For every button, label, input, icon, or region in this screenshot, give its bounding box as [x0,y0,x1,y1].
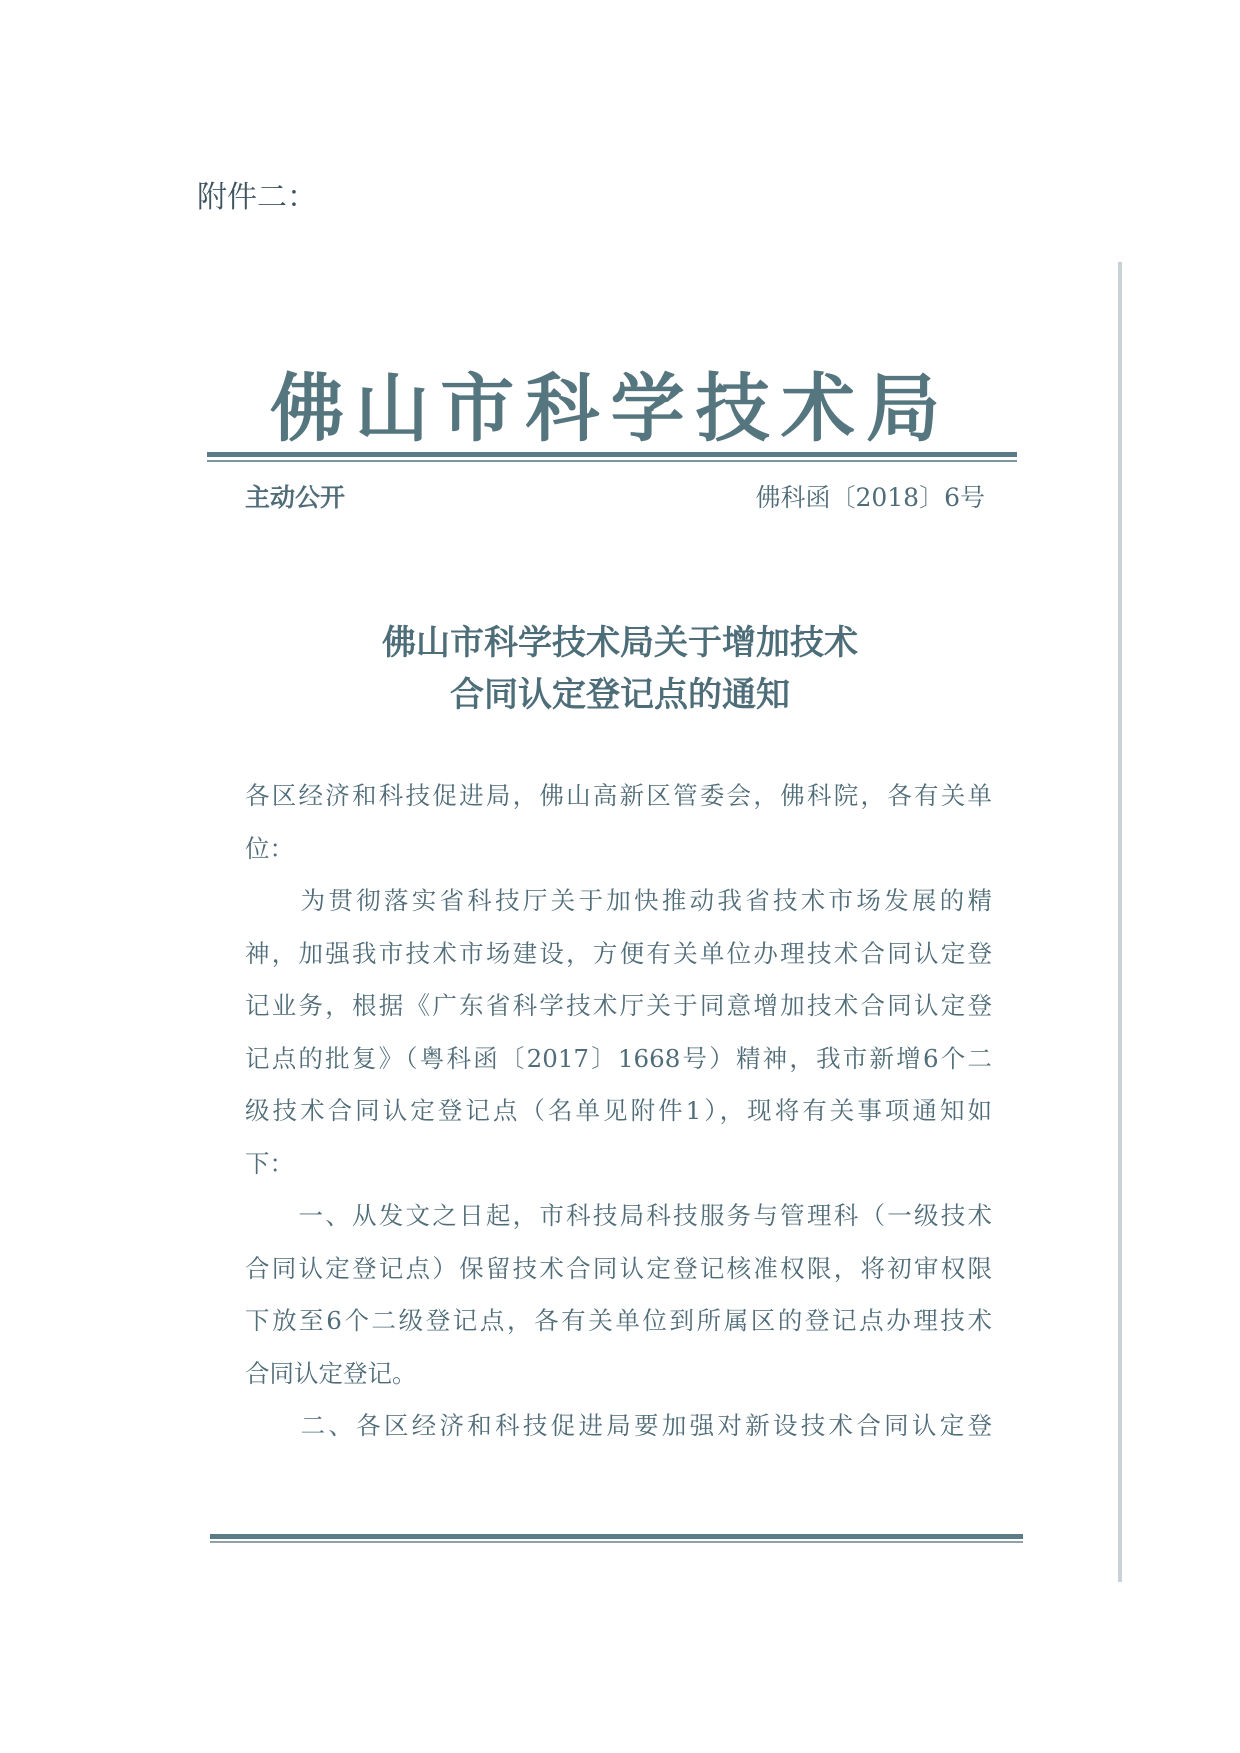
letterhead-char: 学 [610,366,685,452]
header-rule-thin [207,460,1017,462]
disclosure-label: 主动公开 [245,483,346,512]
body-line: 下放至6个二级登记点，各有关单位到所属区的登记点办理技术 [245,1306,992,1335]
body-line: 合同认定登记。 [245,1358,417,1388]
letterhead [270,350,940,456]
letterhead-char: 局 [865,366,940,452]
body-line: 下： [245,1148,294,1178]
document-title-line-2: 合同认定登记点的通知 [450,675,790,715]
letterhead-char: 技 [695,366,770,452]
body-line: 记点的批复》（粤科函〔2017〕1668号）精神，我市新增6个二 [245,1043,992,1073]
footer-rule-thin [210,1541,1023,1543]
document-title-line-1: 佛山市科学技术局关于增加技术 [382,623,858,663]
letterhead-char: 山 [355,366,430,452]
attachment-label: 附件二： [197,180,317,215]
document-body [245,776,992,1459]
body-line: 一、从发文之日起，市科技局科技服务与管理科（一级技术 [245,1201,992,1230]
letterhead-char: 市 [440,366,515,452]
body-line: 合同认定登记点）保留技术合同认定登记核准权限，将初审权限 [245,1253,992,1283]
body-line: 级技术合同认定登记点（名单见附件1），现将有关事项通知如 [245,1096,992,1125]
body-line: 为贯彻落实省科技厅关于加快推动我省技术市场发展的精 [245,886,992,915]
body-line: 记业务，根据《广东省科学技术厅关于同意增加技术合同认定登 [245,991,992,1020]
footer-rule [210,1534,1023,1539]
document-number: 佛科函〔2018〕6号 [755,483,985,512]
body-line: 神，加强我市技术市场建设，方便有关单位办理技术合同认定登 [245,938,992,968]
body-line: 各区经济和科技促进局，佛山高新区管委会，佛科院，各有关单 [245,781,992,810]
letterhead-char: 术 [780,366,855,452]
header-rule [207,452,1017,457]
page-edge-line [1118,262,1122,1582]
body-line: 位： [245,833,294,863]
body-line: 二、各区经济和科技促进局要加强对新设技术合同认定登 [245,1411,992,1440]
letterhead-char: 科 [525,366,600,452]
letterhead-char: 佛 [270,366,344,452]
